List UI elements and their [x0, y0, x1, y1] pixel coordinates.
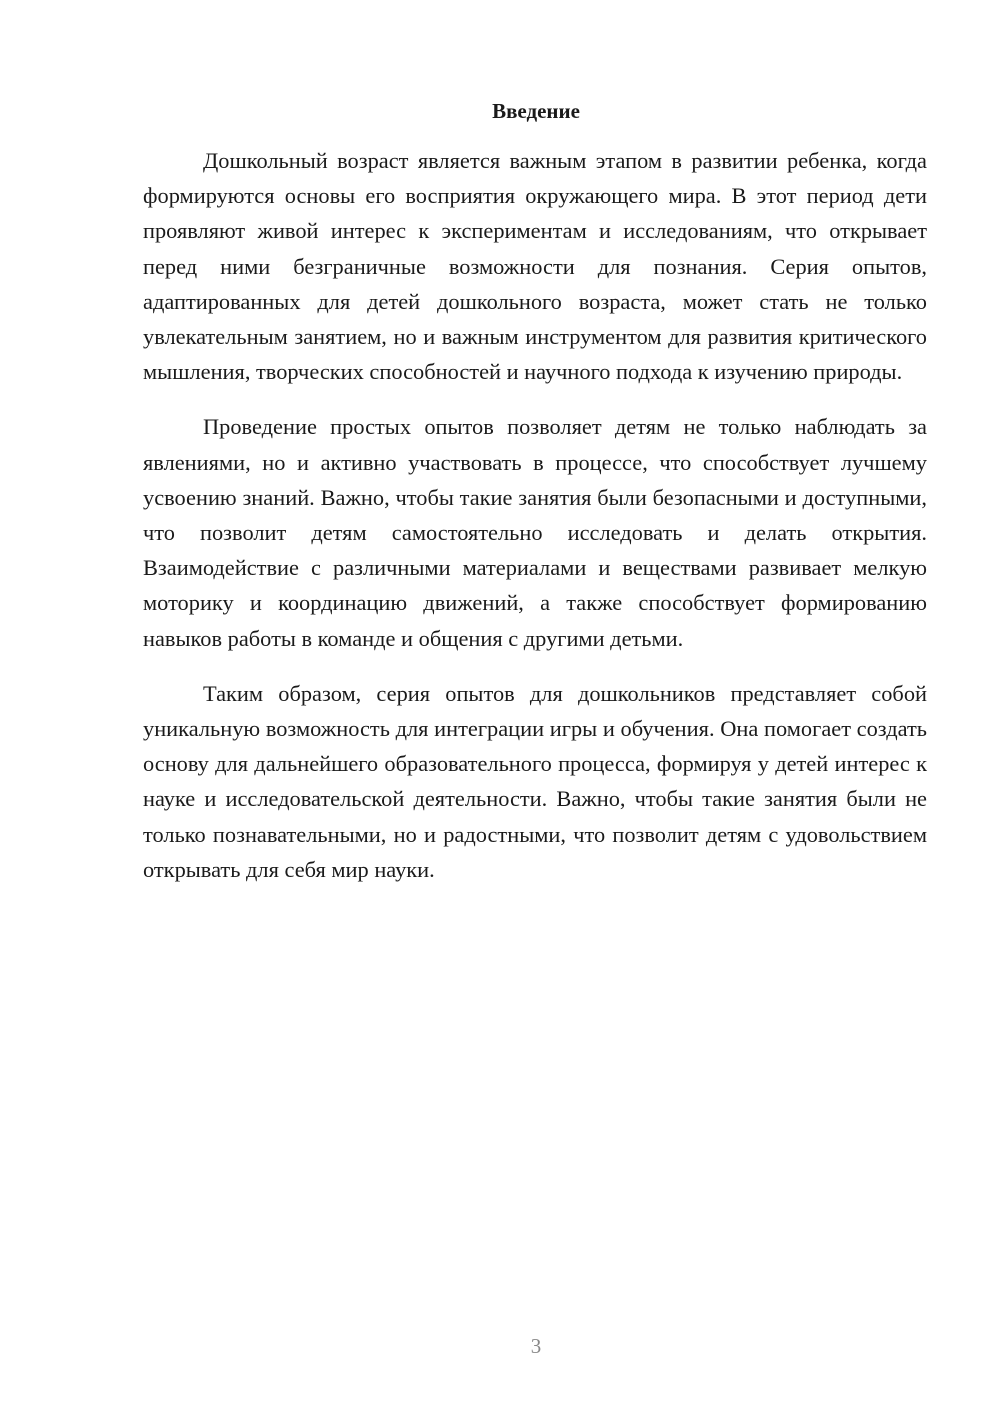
section-heading: Введение	[492, 99, 580, 123]
page-number: 3	[530, 1334, 542, 1358]
paragraph-1: Дошкольный возраст является важным этапом в развитии ребенка, когда формируются основы его восприятия окружающего мира. В этот период дети проявляют живой интерес к экспериментам и исследованиям, что открывает перед ними безграничные возможности для познания. Серия опытов, адаптированных для детей дошкольного возраста, может стать не только увлекательным занятием, но и важным инструментом для развития критического мышления, творческих способностей и научного подхода к изучению природы.	[143, 148, 927, 385]
paragraph-2: Проведение простых опытов позволяет детям не только наблюдать за явлениями, но и активно участвовать в процессе, что способствует лучшему усвоению знаний. Важно, чтобы такие занятия были безопасными и доступными, что позволит детям самостоятельно исследовать и делать открытия. Взаимодействие с различными материалами и веществами развивает мелкую моторику и координацию движений, а также способствует формированию навыков работы в команде и общения с другими детьми.	[143, 414, 927, 651]
body-text	[143, 143, 927, 907]
paragraph-3: Таким образом, серия опытов для дошкольников представляет собой уникальную возможность для интеграции игры и обучения. Она помогает создать основу для дальнейшего образовательного процесса, формируя у детей интерес к науке и исследовательской деятельности. Важно, чтобы такие занятия были не только познавательными, но и радостными, что позволит детям с удовольствием открывать для себя мир науки.	[143, 680, 927, 882]
